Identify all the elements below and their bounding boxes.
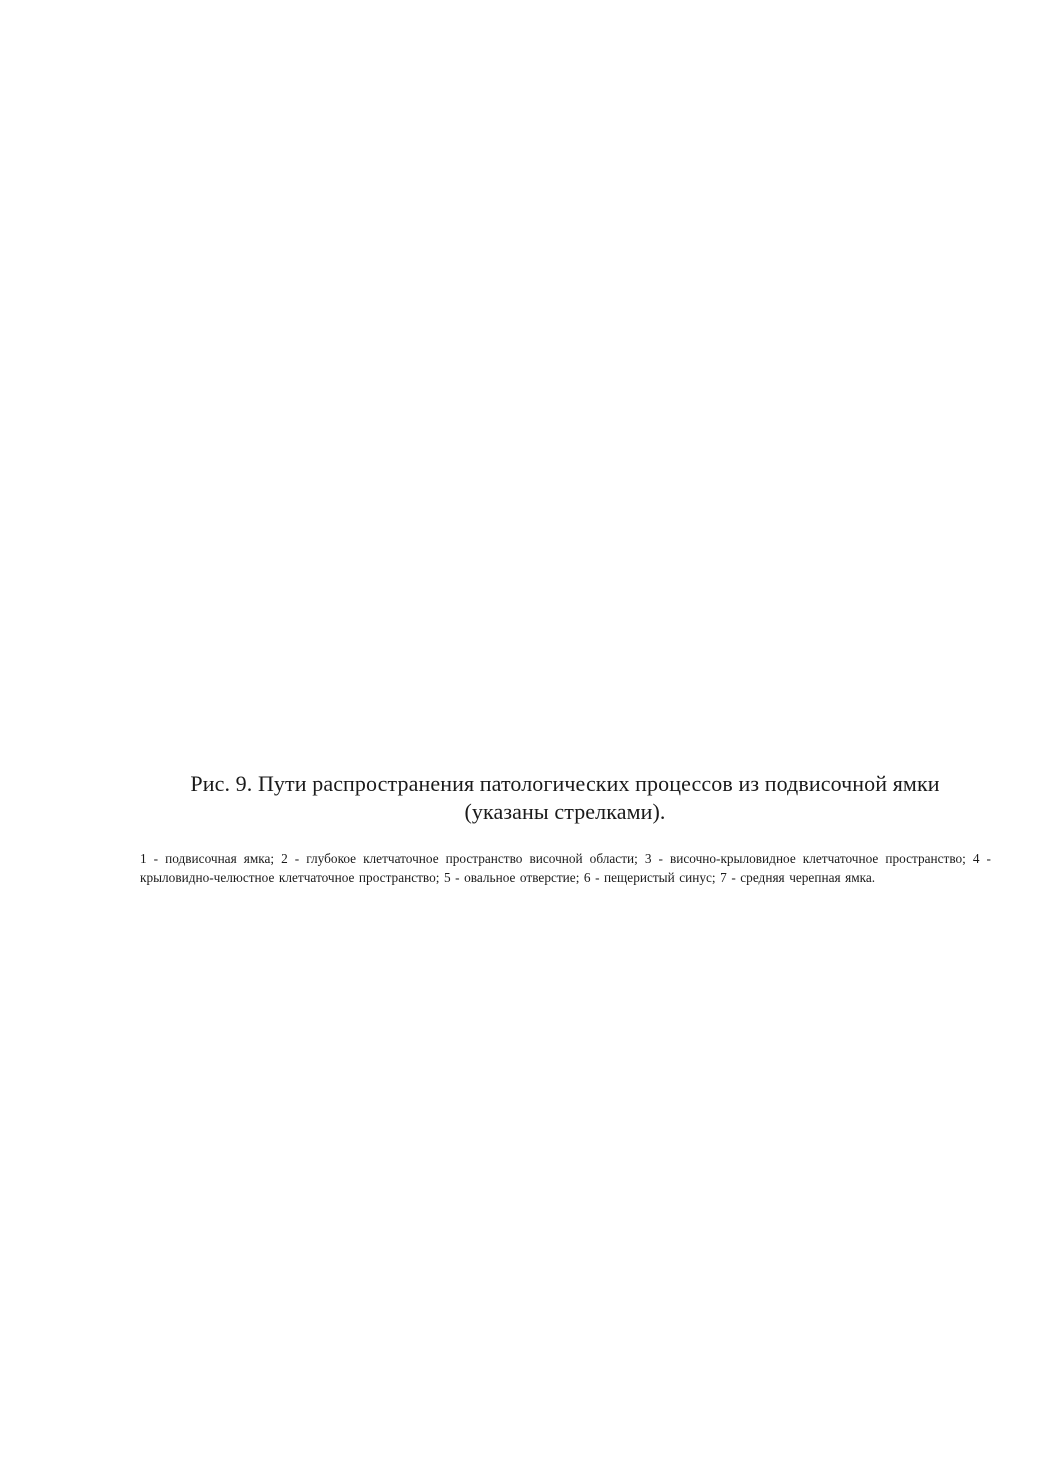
figure-caption-line-2: (указаны стрелками). [464,799,666,824]
figure-caption-line-1: Рис. 9. Пути распространения патологических процессов из подвисочной ямки [190,771,940,796]
figure-caption [140,770,990,826]
figure-legend: 1 - подвисочная ямка; 2 - глубокое клетчаточное пространство височной области; 3 - височно-крыловидное клетчаточное пространство; 4 - крыловидно-челюстное клетчаточное пространство; 5 - овальное отверстие; 6 - пещеристый синус; 7 - средняя черепная ямка. [140,851,991,885]
figure-image-area [140,60,990,750]
